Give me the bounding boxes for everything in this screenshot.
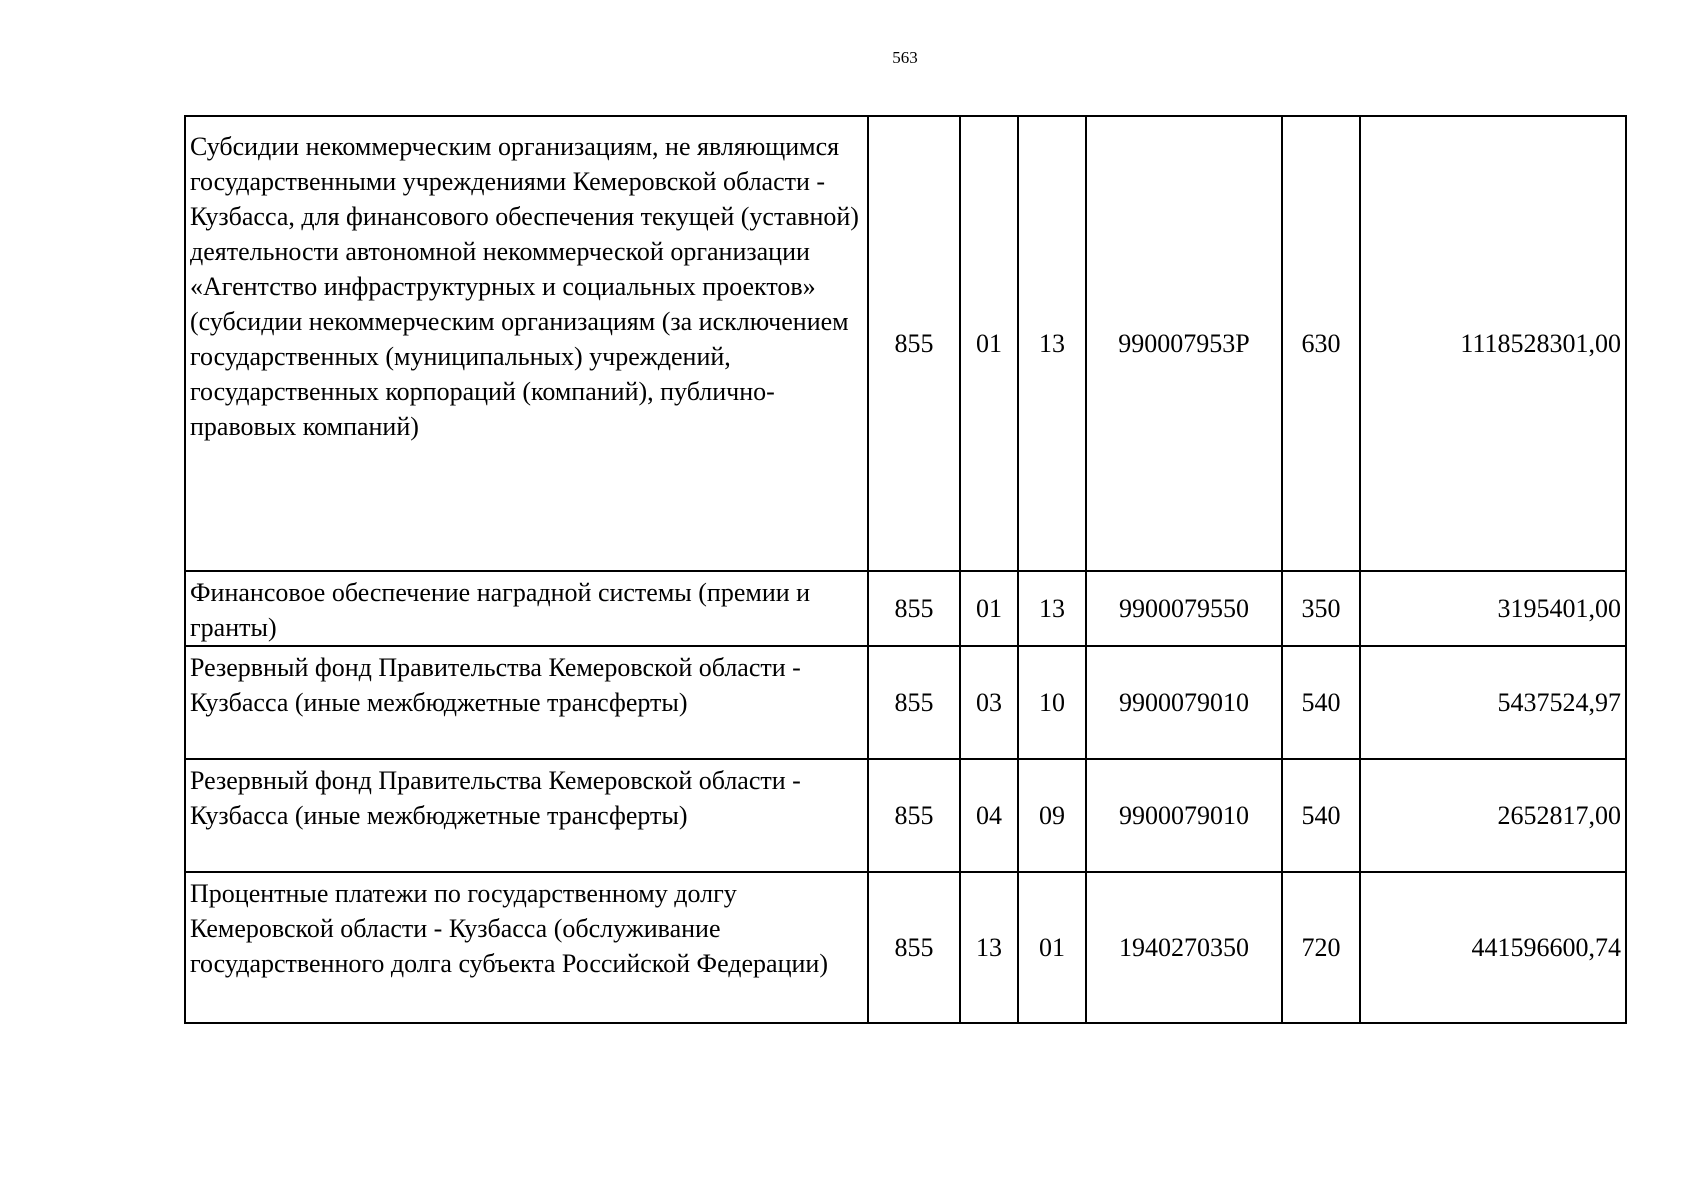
budget-table [184,115,1627,1024]
ministry-code: 855 [868,646,960,759]
ministry-code: 855 [868,116,960,571]
target-article-code: 1940270350 [1086,872,1282,1023]
section-code: 03 [960,646,1018,759]
section-code: 01 [960,116,1018,571]
amount-value: 2652817,00 [1360,759,1626,872]
expense-type-code: 720 [1282,872,1360,1023]
target-article-code: 990007953Р [1086,116,1282,571]
table-row [185,646,1626,759]
amount-value: 441596600,74 [1360,872,1626,1023]
ministry-code: 855 [868,872,960,1023]
expense-type-code: 540 [1282,646,1360,759]
expense-type-code: 540 [1282,759,1360,872]
row-description: Финансовое обеспечение наградной системы (премии и гранты) [185,571,868,646]
target-article-code: 9900079010 [1086,759,1282,872]
row-description: Субсидии некоммерческим организациям, не являющимся государственными учреждениями Кемеровской области - Кузбасса, для финансового обеспечения текущей (уставной) деятельности автономной некоммерческой организации «Агентство инфраструктурных и социальных проектов» (субсидии некоммерческим организациям (за исключением государственных (муниципальных) учреждений, государственных корпораций (компаний), публично-правовых компаний) [185,116,868,571]
expense-type-code: 630 [1282,116,1360,571]
expense-type-code: 350 [1282,571,1360,646]
row-description: Резервный фонд Правительства Кемеровской области - Кузбасса (иные межбюджетные трансферты) [185,646,868,759]
subsection-code: 13 [1018,571,1086,646]
amount-value: 3195401,00 [1360,571,1626,646]
table-row [185,116,1626,571]
target-article-code: 9900079550 [1086,571,1282,646]
section-code: 13 [960,872,1018,1023]
subsection-code: 13 [1018,116,1086,571]
subsection-code: 01 [1018,872,1086,1023]
table-row [185,872,1626,1023]
subsection-code: 10 [1018,646,1086,759]
section-code: 01 [960,571,1018,646]
amount-value: 1118528301,00 [1360,116,1626,571]
target-article-code: 9900079010 [1086,646,1282,759]
table-row [185,759,1626,872]
subsection-code: 09 [1018,759,1086,872]
amount-value: 5437524,97 [1360,646,1626,759]
table-row [185,571,1626,646]
row-description: Процентные платежи по государственному долгу Кемеровской области - Кузбасса (обслуживание государственного долга субъекта Российской Федерации) [185,872,868,1023]
page-number: 563 [892,48,918,67]
row-description: Резервный фонд Правительства Кемеровской области - Кузбасса (иные межбюджетные трансферты) [185,759,868,872]
section-code: 04 [960,759,1018,872]
ministry-code: 855 [868,759,960,872]
ministry-code: 855 [868,571,960,646]
